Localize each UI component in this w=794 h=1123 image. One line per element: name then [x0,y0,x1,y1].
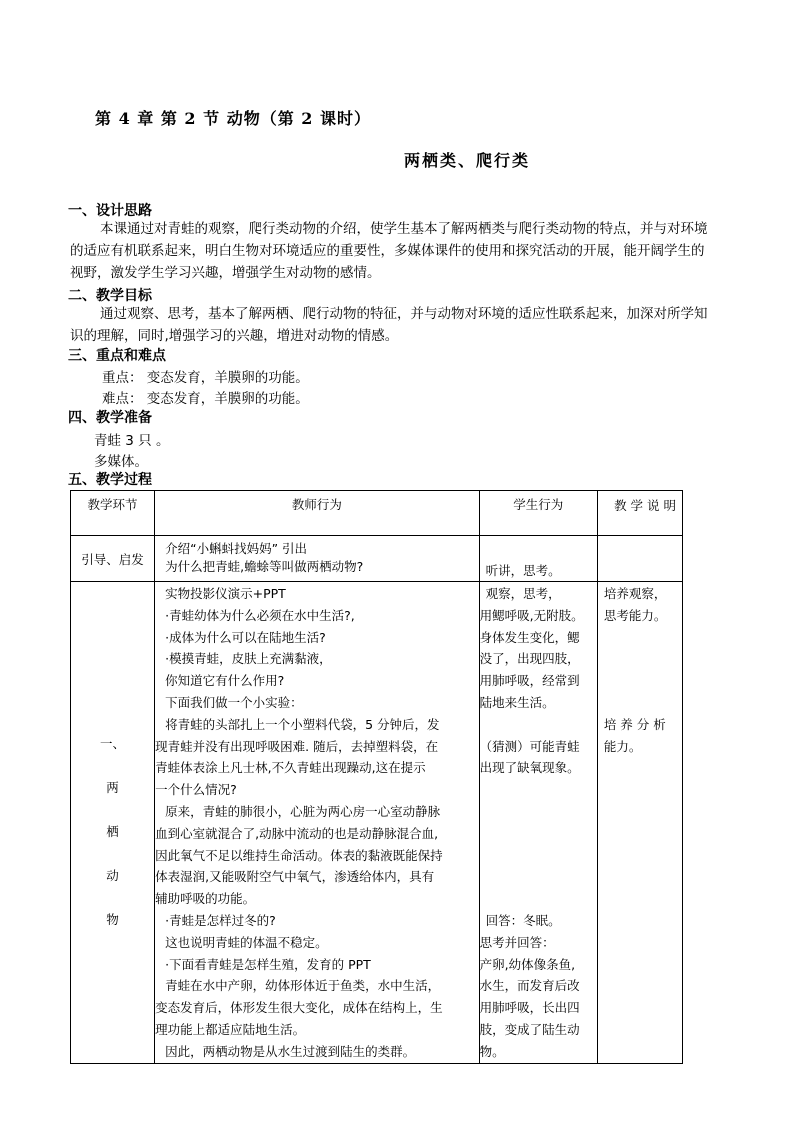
note-cell [597,536,682,582]
student-line: 身体发生变化，鳃 [479,629,580,645]
section-heading-key-points: 三、重点和难点 [68,348,166,364]
student-line: 用鳃呼吸,无附肢。 [479,607,584,623]
teacher-line: 体表湿润,又能吸附空气中氧气，渗透给体内，具有 [155,869,435,885]
teacher-line: 辅助呼吸的功能。 [155,891,256,907]
stage-char: 栖 [106,824,119,839]
teacher-line: 理功能上都适应陆地生活。 [155,1021,306,1037]
teacher-cell [155,582,480,1064]
student-line: 回答：冬眠。 [485,912,561,928]
note-cell [597,582,682,1064]
section-heading-goals: 二、教学目标 [68,288,152,304]
teacher-line: 变态发育后，体形发生很大变化，成体在结构上，生 [155,1000,443,1016]
teacher-line: 一个什么情况? [155,782,237,798]
teacher-line: 原来，青蛙的肺很小，心脏为两心房一心室动静脉 [165,803,441,819]
teacher-line: 青蛙在水中产卵，幼体形体近于鱼类，水中生活， [165,978,441,994]
stage-cell: 引导、启发 [71,536,155,582]
teacher-line: 为什么把青蛙,蟾蜍等叫做两栖动物? [165,559,364,574]
section-text-goals: 通过观察、思考，基本了解两栖、爬行动物的特征，并与动物对环境的适应性联系起来，加深对所学知识的理解，同时,增强学习的兴趣，增进对动物的情感。 [70,306,708,344]
student-line [480,866,597,888]
student-line [480,823,597,845]
stage-char: 两 [106,780,119,795]
teacher-line: 青蛙体表涂上凡士林,不久青蛙出现躁动,这在提示 [155,760,426,776]
teacher-line: ·青蛙是怎样过冬的? [165,912,276,928]
student-line: 出现了缺氧现象。 [479,760,580,776]
student-line: 水生，而发育后改 [479,978,580,994]
teacher-line: ·下面看青蛙是怎样生殖，发育的 PPT [165,956,371,972]
note-line [604,692,682,714]
teacher-line: ·模摸青蛙，皮肤上充满黏液， [165,651,332,667]
student-line [480,801,597,823]
note-line [604,627,682,649]
table-header-row [71,491,683,536]
teacher-line: 这也说明青蛙的体温不稳定。 [165,934,328,950]
student-line: 物。 [479,1043,505,1059]
student-line [480,845,597,867]
section-heading-design: 一、设计思路 [68,203,152,219]
student-line: 陆地来生活。 [479,694,555,710]
section-heading-process: 五、教学过程 [68,472,152,488]
student-line: 没了，出现四肢， [479,651,580,667]
student-cell: 听讲，思考。 [479,536,597,582]
student-line: 用肺呼吸，长出四 [479,1000,580,1016]
teacher-line: 因此氧气不足以维持生命活动。体表的黏液既能保持 [155,847,443,863]
student-line: 肢，变成了陆生动 [479,1021,580,1037]
column-header: 教学环节 [71,491,155,536]
note-line [604,648,682,670]
teacher-line: 实物投影仪演示+PPT [165,586,286,601]
student-line: 思考并回答： [479,934,555,950]
stage-cell [71,582,155,1064]
column-header: 教 学 说 明 [597,491,682,536]
stage-char: 一、 [100,736,126,751]
document-subtitle: 两栖类、爬行类 [403,151,530,170]
teacher-line: 血到心室就混合了,动脉中流动的也是动静脉混合血, [155,825,439,841]
key-point-line: 重点： 变态发育，羊膜卵的功能。 [102,370,309,386]
student-line: 产卵,幼体像条鱼, [479,956,576,972]
column-header: 教师行为 [155,491,480,536]
student-line [480,714,597,736]
student-cell [479,582,597,1064]
teacher-line: 下面我们做一个小实验： [165,694,303,710]
column-header: 学生行为 [479,491,597,536]
student-line [480,779,597,801]
section-text-design: 本课通过对青蛙的观察，爬行类动物的介绍，使学生基本了解两栖类与爬行类动物的特点，并与对环境的适应有机联系起来，明白生物对环境适应的重要性，多媒体课件的使用和探究活动的开展，能开阔学生的视野，激发学生学习兴趣，增强学生对动物的感情。 [70,221,708,281]
preparation-item: 青蛙 3 只 。 [94,433,170,449]
teacher-line: ·成体为什么可以在陆地生活? [165,629,326,645]
teacher-cell [155,536,480,582]
note-line: 培 养 分 析 [603,716,666,732]
student-line [480,888,597,910]
note-line: 思考能力。 [603,607,667,623]
teacher-line: 你知道它有什么作用? [165,673,285,689]
table-row [71,536,683,582]
table-row [71,582,683,1064]
difficult-point-line: 难点： 变态发育，羊膜卵的功能。 [102,391,309,407]
teacher-line: 介绍“小蝌蚪找妈妈” 引出 [165,541,308,556]
note-line: 培养观察， [603,586,667,601]
student-line: （猜测）可能青蛙 [479,738,580,754]
stage-char: 物 [106,912,119,927]
student-line: 观察，思考， [485,586,561,601]
teaching-process-table [70,490,683,1064]
section-heading-preparation: 四、教学准备 [68,410,152,426]
teacher-line: ·青蛙幼体为什么必须在水中生活?, [165,607,355,623]
student-line: 用肺呼吸，经常到 [479,673,580,689]
document-title: 第 4 章 第 2 节 动物（第 2 课时） [95,109,371,128]
teacher-line: 将青蛙的头部扎上一个小塑料代袋，5 分钟后，发 [165,716,440,732]
preparation-item: 多媒体。 [94,454,148,470]
note-line: 能力。 [603,738,642,754]
note-line [604,670,682,692]
teacher-line: 现青蛙并没有出现呼吸困难. 随后，去掉塑料袋，在 [155,738,439,754]
teacher-line: 因此，两栖动物是从水生过渡到陆生的类群。 [165,1043,416,1059]
stage-char: 动 [106,868,119,883]
